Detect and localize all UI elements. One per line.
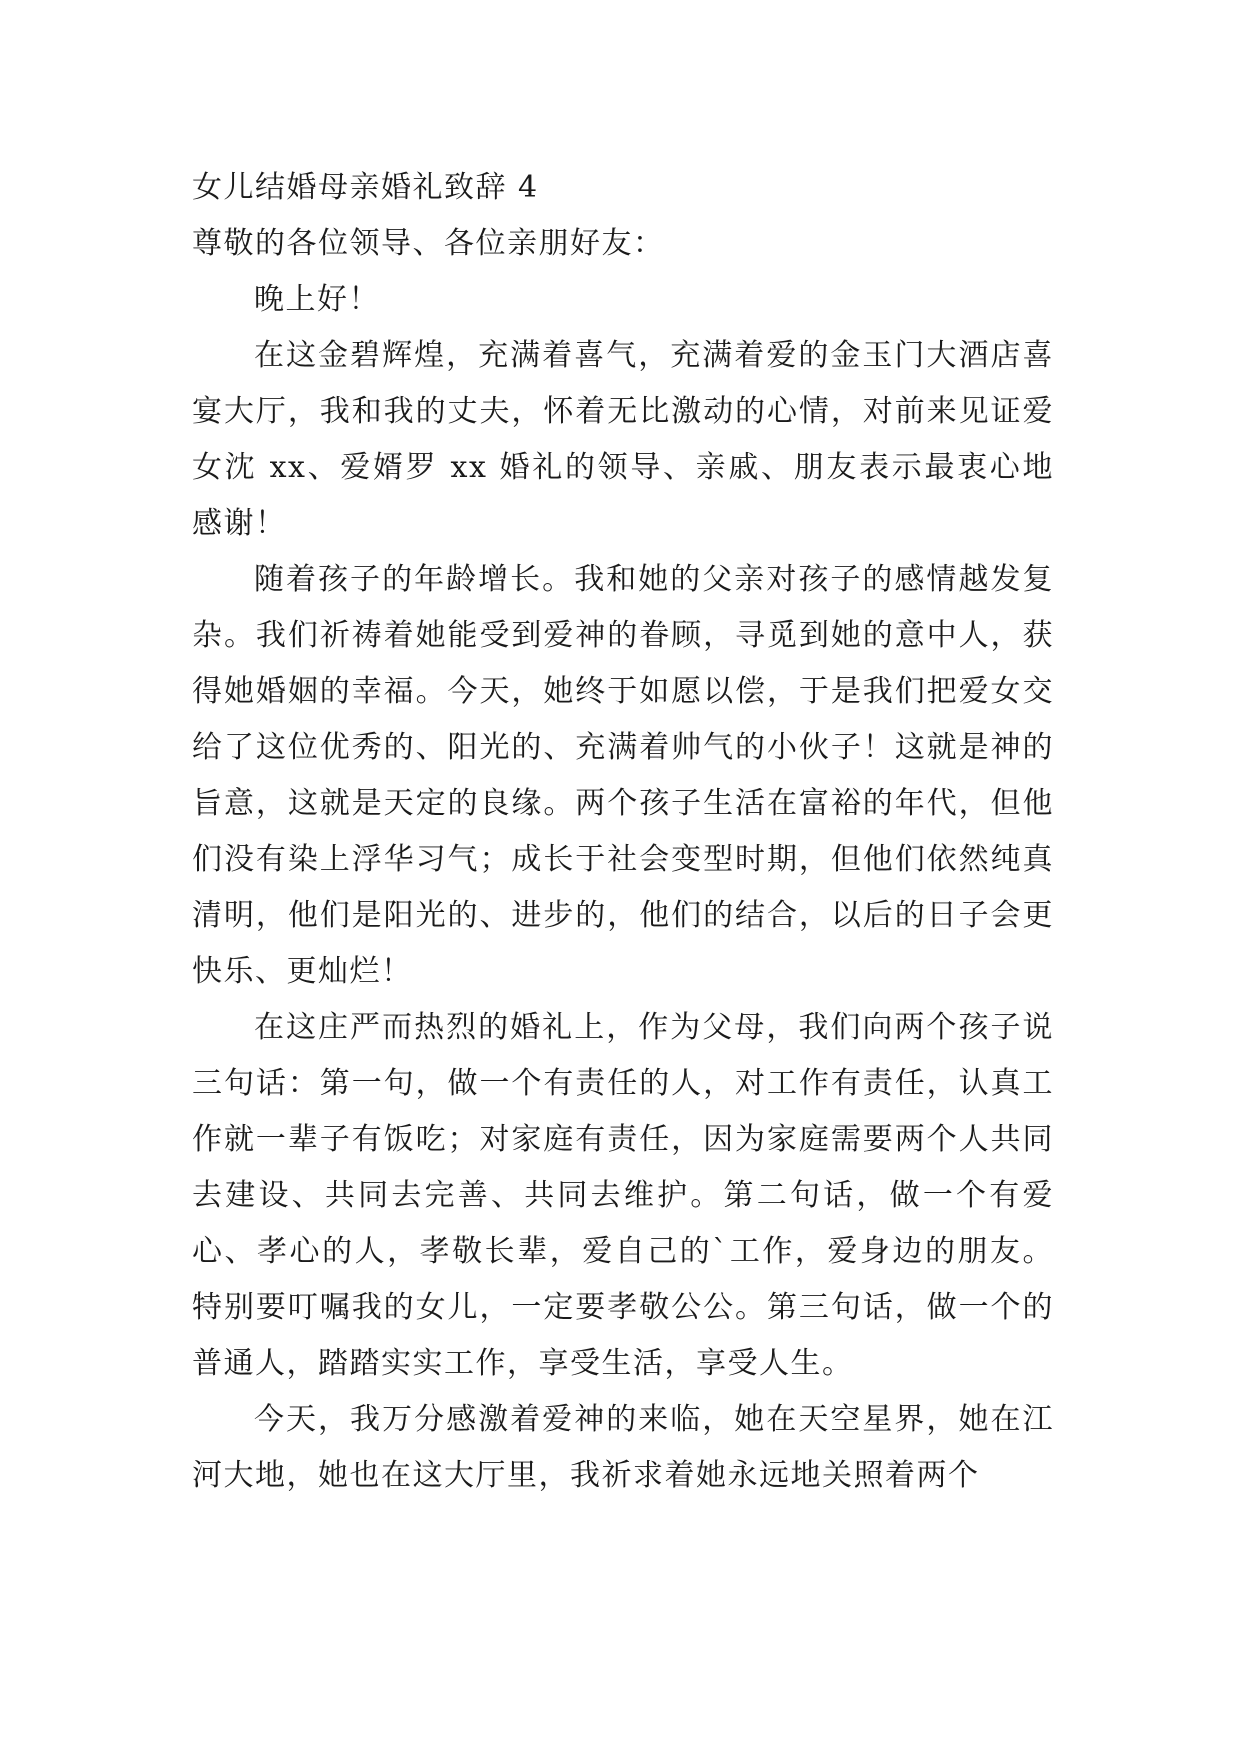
document-body (192, 160, 1054, 1504)
salutation: 尊敬的各位领导、各位亲朋好友： (192, 226, 665, 261)
paragraph-greeting: 晚上好！ (254, 282, 380, 317)
paragraph-advice: 在这庄严而热烈的婚礼上，作为父母，我们向两个孩子说三句话：第一句，做一个有责任的人，对工作有责任，认真工作就一辈子有饭吃；对家庭有责任，因为家庭需要两个人共同去建设、共同去完善、共同去维护。第二句话，做一个有爱心、孝心的人，孝敬长辈，爱自己的`工作，爱身边的朋友。特别要叮嘱我的女儿，一定要孝敬公公。第三句话，做一个的普通人，踏踏实实工作，享受生活，享受人生。 (192, 1010, 1054, 1381)
paragraph-closing: 今天，我万分感激着爱神的来临，她在天空星界，她在江河大地，她也在这大厅里，我祈求着她永远地关照着两个 (192, 1402, 1054, 1493)
paragraph-blessing: 随着孩子的年龄增长。我和她的父亲对孩子的感情越发复杂。我们祈祷着她能受到爱神的眷顾，寻觅到她的意中人，获得她婚姻的幸福。今天，她终于如愿以偿，于是我们把爱女交给了这位优秀的、阳光的、充满着帅气的小伙子！这就是神的旨意，这就是天定的良缘。两个孩子生活在富裕的年代，但他们没有染上浮华习气；成长于社会变型时期，但他们依然纯真清明，他们是阳光的、进步的，他们的结合，以后的日子会更快乐、更灿烂！ (192, 562, 1054, 989)
document-title: 女儿结婚母亲婚礼致辞 4 (192, 170, 539, 205)
paragraph-thanks: 在这金碧辉煌，充满着喜气，充满着爱的金玉门大酒店喜宴大厅，我和我的丈夫，怀着无比激动的心情，对前来见证爱女沈 xx、爱婿罗 xx 婚礼的领导、亲戚、朋友表示最衷心地感谢！ (192, 338, 1054, 541)
